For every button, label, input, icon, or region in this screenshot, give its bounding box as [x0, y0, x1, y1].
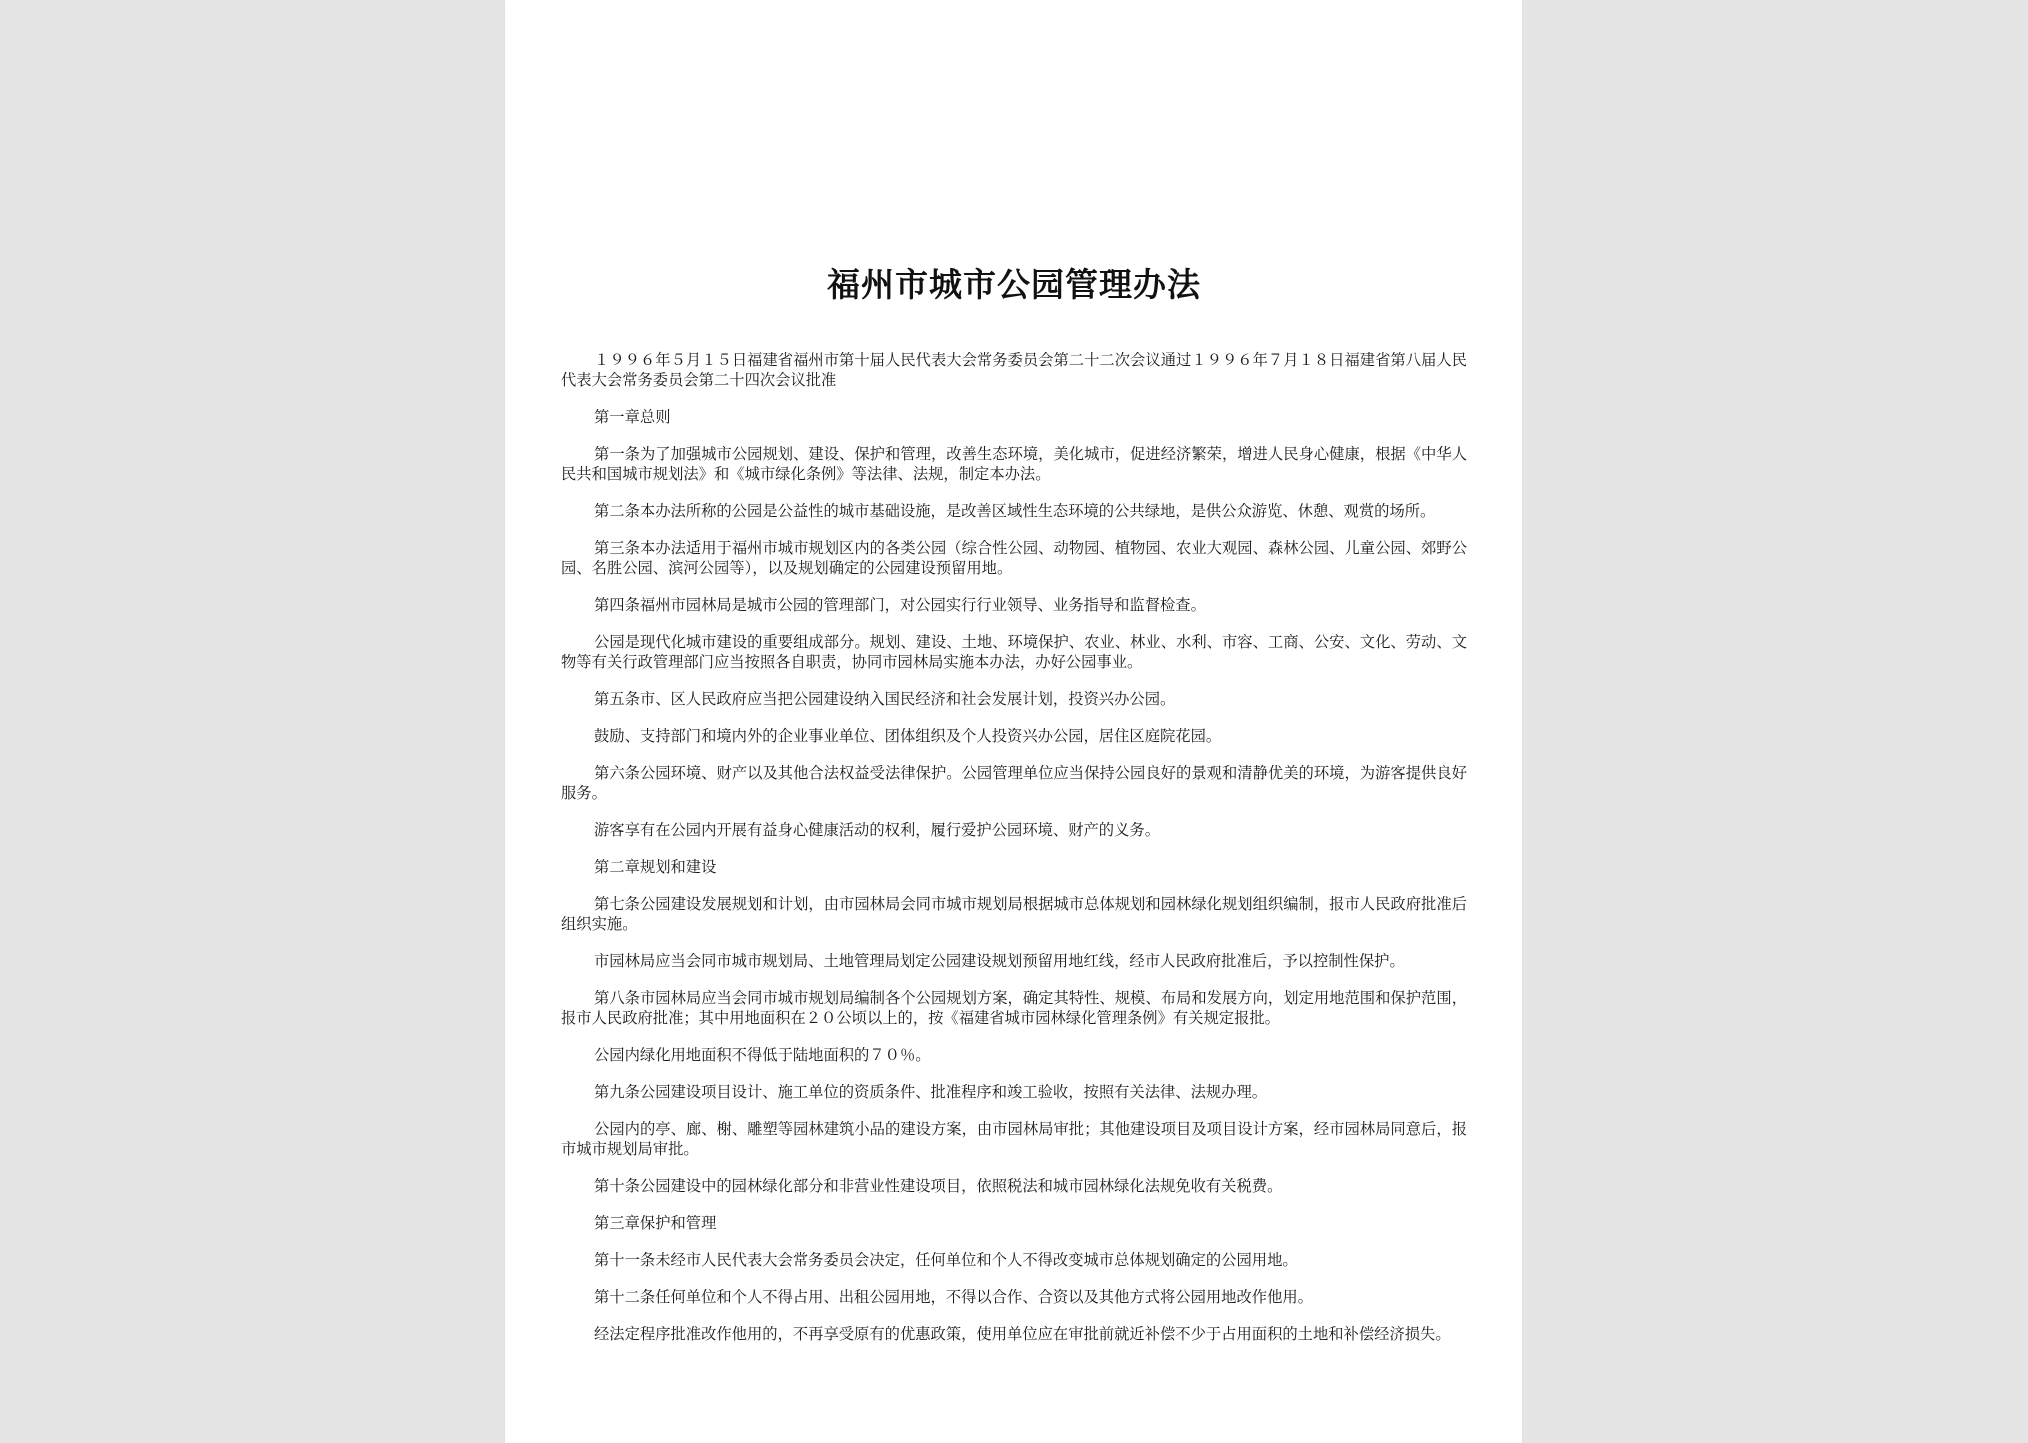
article-paragraph: 鼓励、支持部门和境内外的企业事业单位、团体组织及个人投资兴办公园，居住区庭院花园。	[594, 727, 1222, 745]
article-paragraph: 第六条公园环境、财产以及其他合法权益受法律保护。公园管理单位应当保持公园良好的景观和清静优美的环境，为游客提供良好服务。	[561, 764, 1467, 802]
article-paragraph: 第四条福州市园林局是城市公园的管理部门，对公园实行行业领导、业务指导和监督检查。	[594, 596, 1206, 614]
article-paragraph: 第三条本办法适用于福州市城市规划区内的各类公园（综合性公园、动物园、植物园、农业大观园、森林公园、儿童公园、郊野公园、名胜公园、滨河公园等），以及规划确定的公园建设预留用地。	[561, 539, 1467, 577]
document-title: 福州市城市公园管理办法	[827, 265, 1201, 304]
article-paragraph: 公园内绿化用地面积不得低于陆地面积的７０％。	[594, 1046, 931, 1064]
article-paragraph: 第八条市园林局应当会同市城市规划局编制各个公园规划方案，确定其特性、规模、布局和发展方向，划定用地范围和保护范围，报市人民政府批准；其中用地面积在２０公顷以上的，按《福建省城市园林绿化管理条例》有关规定报批。	[561, 989, 1467, 1027]
document-page	[505, 0, 1522, 1443]
document-content	[561, 258, 1467, 1361]
article-paragraph: 第一条为了加强城市公园规划、建设、保护和管理，改善生态环境，美化城市，促进经济繁荣，增进人民身心健康，根据《中华人民共和国城市规划法》和《城市绿化条例》等法律、法规，制定本办法。	[561, 445, 1467, 483]
article-paragraph: 第二条本办法所称的公园是公益性的城市基础设施，是改善区域性生态环境的公共绿地，是供公众游览、休憩、观赏的场所。	[594, 502, 1436, 520]
document-body	[561, 350, 1467, 1344]
article-paragraph: 第十一条未经市人民代表大会常务委员会决定，任何单位和个人不得改变城市总体规划确定的公园用地。	[594, 1251, 1298, 1269]
article-paragraph: 游客享有在公园内开展有益身心健康活动的权利，履行爱护公园环境、财产的义务。	[594, 821, 1160, 839]
article-paragraph: 经法定程序批准改作他用的，不再享受原有的优惠政策，使用单位应在审批前就近补偿不少于占用面积的土地和补偿经济损失。	[594, 1325, 1451, 1343]
article-paragraph: 第九条公园建设项目设计、施工单位的资质条件、批准程序和竣工验收，按照有关法律、法规办理。	[594, 1083, 1268, 1101]
article-paragraph: 第十条公园建设中的园林绿化部分和非营业性建设项目，依照税法和城市园林绿化法规免收有关税费。	[594, 1177, 1283, 1195]
article-paragraph: 第十二条任何单位和个人不得占用、出租公园用地，不得以合作、合资以及其他方式将公园用地改作他用。	[594, 1288, 1313, 1306]
article-paragraph: 第五条市、区人民政府应当把公园建设纳入国民经济和社会发展计划，投资兴办公园。	[594, 690, 1176, 708]
chapter-heading: 第二章规划和建设	[594, 858, 717, 876]
article-paragraph: 公园是现代化城市建设的重要组成部分。规划、建设、土地、环境保护、农业、林业、水利、市容、工商、公安、文化、劳动、文物等有关行政管理部门应当按照各自职责，协同市园林局实施本办法，办好公园事业。	[561, 633, 1467, 671]
article-paragraph: 市园林局应当会同市城市规划局、土地管理局划定公园建设规划预留用地红线，经市人民政府批准后，予以控制性保护。	[594, 952, 1405, 970]
chapter-heading: 第三章保护和管理	[594, 1214, 717, 1232]
article-paragraph: 第七条公园建设发展规划和计划，由市园林局会同市城市规划局根据城市总体规划和园林绿化规划组织编制，报市人民政府批准后组织实施。	[561, 895, 1467, 933]
article-paragraph: 公园内的亭、廊、榭、雕塑等园林建筑小品的建设方案，由市园林局审批；其他建设项目及项目设计方案，经市园林局同意后，报市城市规划局审批。	[561, 1120, 1467, 1158]
chapter-heading: 第一章总则	[594, 408, 671, 426]
article-paragraph: １９９６年５月１５日福建省福州市第十届人民代表大会常务委员会第二十二次会议通过１９９６年７月１８日福建省第八届人民代表大会常务委员会第二十四次会议批准	[561, 351, 1467, 389]
